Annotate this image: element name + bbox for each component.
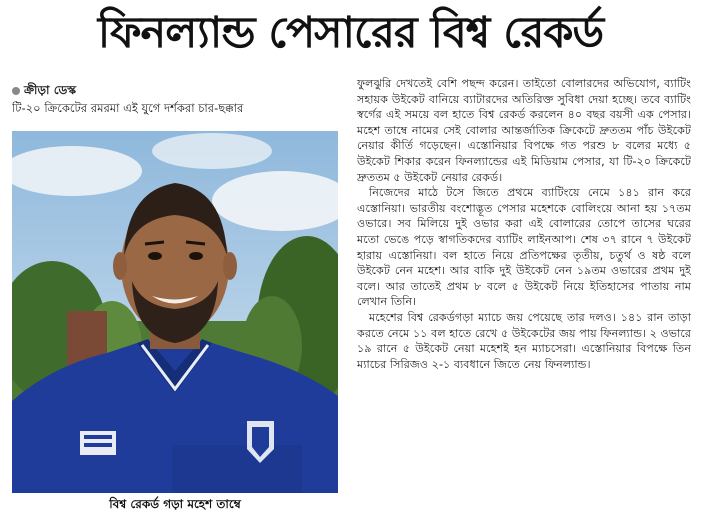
photo-caption: বিশ্ব রেকর্ড গড়া মহেশ তাম্বে <box>109 497 241 511</box>
article-paragraph: মহেশের বিশ্ব রেকর্ডগড়া ম্যাচে জয় পেয়েছে তার দলও। ১৪১ রান তাড়া করতে নেমে ১১ বল হাতে রেখে ৫ উইকেটের জয় পায় ফিনল্যান্ড। ২ ওভারে ১৯ রানে ৫ উইকেট নেয়া মহেশই হন ম্যাচসেরা। এস্তোনিয়ার বিপক্ষে তিন ম্যাচের সিরিজও ২-১ ব্যবধানে জিতে নেয় ফিনল্যান্ড। <box>357 310 691 371</box>
bullet-dot-icon <box>12 87 20 95</box>
article-paragraph: নিজেদের মাঠে টসে জিতে প্রথমে ব্যাটিংয়ে নেমে ১৪১ রান করে এস্তোনিয়া। ভারতীয় বংশোদ্ভূত পেসার মহেশকে বোলিংয়ে আনা হয় ১৭তম ওভারে। সব মিলিয়ে দুই ওভার করা এই বোলারের তোপে তাসের ঘরের মতো ভেঙে পড়ে স্বাগতিকদের ব্যাটিং লাইনআপ। শেষ ৩৭ রানে ৭ উইকেট হারায় এস্তোনিয়া। বল হাতে নিয়ে প্রতিপক্ষের তৃতীয়, চতুর্থ ও ষষ্ঠ বলে উইকেট নেন মহেশ। আর বাকি দুই উইকেট নেন ১৯তম ওভারের প্রথম দুই বলে। আর তাতেই প্রথম ৮ বলে ৫ উইকেট নিয়ে ইতিহাসের পাতায় নাম লেখান তিনি। <box>357 186 691 309</box>
article-body <box>357 76 691 372</box>
photo-illustration <box>12 131 338 493</box>
player-photo <box>12 131 338 493</box>
article-paragraph: ফুলঝুরি দেখতেই বেশি পছন্দ করেন। তাইতো বোলারদের অভিযোগ, ব্যাটিং সহায়ক উইকেট বানিয়ে ব্যাটারদের অতিরিক্ত সুবিধা দেয়া হচ্ছে। তবে ব্যাটিং স্বর্গের এই সময়ে বল হাতে বিশ্ব রেকর্ড করলেন ৪০ বছর বয়সী এক পেসার। মহেশ তাম্বে নামের সেই বোলার আন্তর্জাতিক ক্রিকেটে দ্রুততম পাঁচ উইকেট নেয়ার কীর্তি গড়েছেন। এস্তোনিয়ার বিপক্ষে গত পরশু ৮ বলের মধ্যে ৫ উইকেট শিকার করেন ফিনল্যান্ডের এই মিডিয়াম পেসার, যা টি-২০ ক্রিকেটে দ্রুততম ৫ উইকেট নেয়ার রেকর্ড। <box>357 77 691 184</box>
headline: ফিনল্যান্ড পেসারের বিশ্ব রেকর্ড <box>97 8 604 58</box>
byline-desk: ক্রীড়া ডেস্ক <box>24 83 77 97</box>
byline <box>12 82 76 102</box>
intro-line: টি-২০ ক্রিকেটের রমরমা এই যুগে দর্শকরা চার-ছক্কার <box>12 101 244 115</box>
